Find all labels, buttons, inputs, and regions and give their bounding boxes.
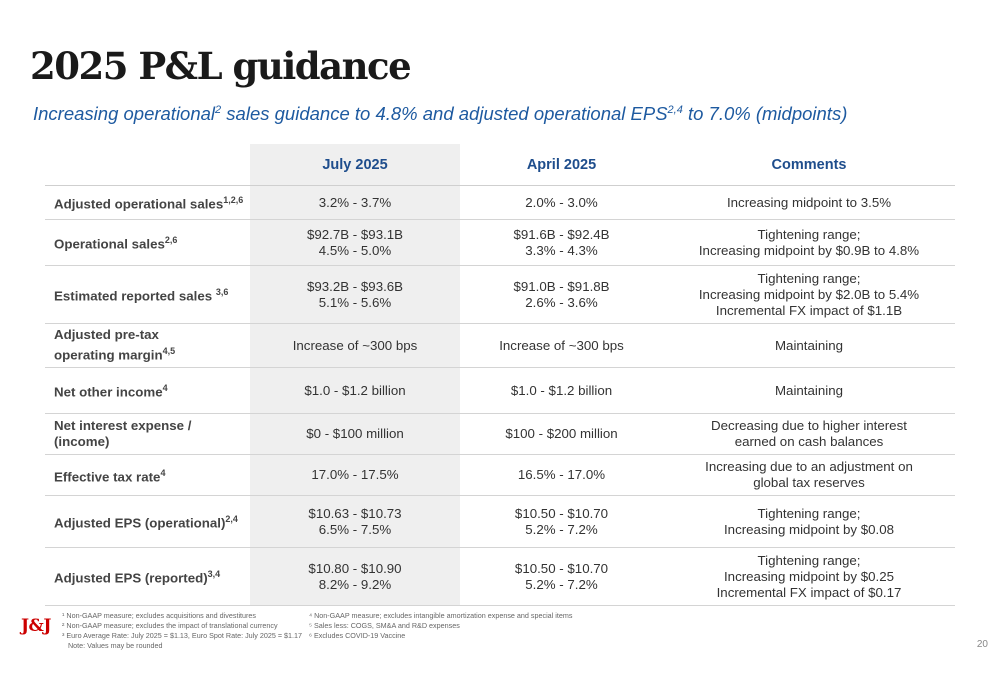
april-2025-value [460,548,663,606]
july-2025-value-text: $0 - $100 million [306,426,404,441]
table-row [45,496,955,548]
subtitle-text-2: sales guidance to 4.8% and adjusted operational EPS [221,103,668,124]
april-2025-value [460,455,663,496]
july-2025-value [250,220,460,266]
row-label [45,324,250,368]
april-2025-value-text: $100 - $200 million [505,426,618,441]
july-2025-value-text: $1.0 - $1.2 billion [304,382,406,398]
july-2025-value-text: $10.80 - $10.90 8.2% - 9.2% [308,560,402,592]
july-2025-value [250,455,460,496]
row-label [45,455,250,496]
july-2025-value-text: $10.63 - $10.73 6.5% - 7.5% [308,505,402,537]
april-2025-value-text: Increase of ~300 bps [499,337,624,353]
footnote: ³ Euro Average Rate: July 2025 = $1.13, Euro Spot Rate: July 2025 = $1.17 [62,631,303,640]
july-2025-value-text: $93.2B - $93.6B 5.1% - 5.6% [306,278,404,310]
table-row [45,414,955,455]
guidance-table [45,144,955,606]
subtitle-sup-2: 2,4 [667,103,683,116]
april-2025-value-text: 2.0% - 3.0% [525,194,598,210]
row-label-footnote-ref: 3,6 [215,287,229,298]
april-2025-value [460,368,663,414]
comment-value [663,368,955,414]
row-label-text: Net interest expense / (income) [54,418,192,449]
footnote: ² Non-GAAP measure; excludes the impact of translational currency [62,621,278,630]
comment-value [663,455,955,496]
subtitle-text-3: to 7.0% (midpoints) [682,103,848,124]
april-2025-value-text: $91.6B - $92.4B 3.3% - 4.3% [513,226,610,258]
table-body [45,186,955,606]
table-header-row [45,144,955,186]
comment-value-text: Increasing due to an adjustment on global tax reserves [705,459,913,490]
july-2025-value-text: Increase of ~300 bps [292,337,418,353]
table-row [45,455,955,496]
row-label [45,220,250,266]
april-2025-value-text: $1.0 - $1.2 billion [510,382,613,398]
april-2025-value [460,414,663,455]
jnj-logo: J&J [21,616,51,636]
row-label-text: Operational sales [54,236,165,252]
comment-value-text: Decreasing due to higher interest earned on cash balances [711,418,907,449]
row-label [45,496,250,548]
april-2025-value [460,220,663,266]
row-label-text: Adjusted operational sales [54,196,224,212]
row-label-text: Net other income [54,384,163,400]
row-label-footnote-ref: 1,2,6 [223,195,244,206]
july-2025-value-text: $92.7B - $93.1B 4.5% - 5.0% [306,226,404,258]
row-label [45,414,250,455]
row-label-text: Effective tax rate [54,469,161,485]
comment-value-text: Increasing midpoint to 3.5% [726,194,892,210]
april-2025-value-text: $10.50 - $10.70 5.2% - 7.2% [514,505,609,537]
april-2025-value [460,496,663,548]
footnote: ⁴ Non-GAAP measure; excludes intangible amortization expense and special items [309,611,573,620]
comment-value-text: Tightening range; Increasing midpoint by $0.08 [723,505,894,537]
table-row [45,368,955,414]
page-number: 20 [976,639,988,650]
row-label-footnote-ref: 4,5 [162,346,176,357]
april-2025-value [460,186,663,220]
row-label-footnote-ref: 2,6 [164,235,178,246]
july-2025-value-text: 17.0% - 17.5% [311,467,399,482]
table-row [45,548,955,606]
slide-subtitle [33,103,847,125]
july-2025-value [250,496,460,548]
footnotes-right [309,611,572,641]
comment-value [663,186,955,220]
row-label [45,548,250,606]
header-blank [45,144,250,186]
comment-value-text: Tightening range; Increasing midpoint by $2.0B to 5.4% Incremental FX impact of $1.1B [698,270,920,318]
header-july-2025: July 2025 [250,144,460,186]
comment-value-text: Tightening range; Increasing midpoint by $0.9B to 4.8% [698,226,920,258]
row-label-text: Adjusted EPS (reported) [54,570,208,586]
july-2025-value [250,548,460,606]
row-label [45,368,250,414]
footnote: Note: Values may be rounded [62,641,163,650]
april-2025-value-text: $10.50 - $10.70 5.2% - 7.2% [514,560,609,592]
comment-value [663,266,955,324]
row-label-footnote-ref: 3,4 [207,569,221,580]
subtitle-sup-1: 2 [215,103,222,116]
comment-value-text: Tightening range; Increasing midpoint by $0.25 Incremental FX impact of $0.17 [716,552,902,600]
april-2025-value [460,324,663,368]
row-label [45,186,250,220]
july-2025-value [250,186,460,220]
table-row [45,324,955,368]
row-label-footnote-ref: 4 [160,467,166,478]
comment-value [663,496,955,548]
table-row [45,220,955,266]
comment-value [663,220,955,266]
row-label [45,266,250,324]
july-2025-value [250,324,460,368]
row-label-text: Adjusted pre-tax operating margin [54,327,163,363]
slide-title: 2025 P&L guidance [30,44,411,88]
april-2025-value-text: 16.5% - 17.0% [517,467,606,482]
footnotes-left [62,611,302,651]
comment-value [663,414,955,455]
subtitle-text-1: Increasing operational [33,103,216,124]
footnote: ⁶ Excludes COVID-19 Vaccine [309,631,406,640]
header-april-2025: April 2025 [460,144,663,186]
row-label-footnote-ref: 4 [162,383,168,394]
table-row [45,186,955,220]
july-2025-value [250,266,460,324]
july-2025-value [250,414,460,455]
row-label-text: Adjusted EPS (operational) [54,515,226,531]
row-label-footnote-ref: 2,4 [225,514,238,525]
row-label-text: Estimated reported sales [54,288,216,304]
comment-value-text: Maintaining [774,337,843,353]
april-2025-value-text: $91.0B - $91.8B 2.6% - 3.6% [513,278,610,310]
april-2025-value [460,266,663,324]
july-2025-value [250,368,460,414]
comment-value [663,548,955,606]
comment-value [663,324,955,368]
july-2025-value-text: 3.2% - 3.7% [318,194,392,210]
footnote: ¹ Non-GAAP measure; excludes acquisitions and divestitures [62,611,257,620]
comment-value-text: Maintaining [774,382,843,398]
footnote: ⁵ Sales less: COGS, SM&A and R&D expenses [309,621,460,630]
header-comments: Comments [663,144,955,186]
table-row [45,266,955,324]
